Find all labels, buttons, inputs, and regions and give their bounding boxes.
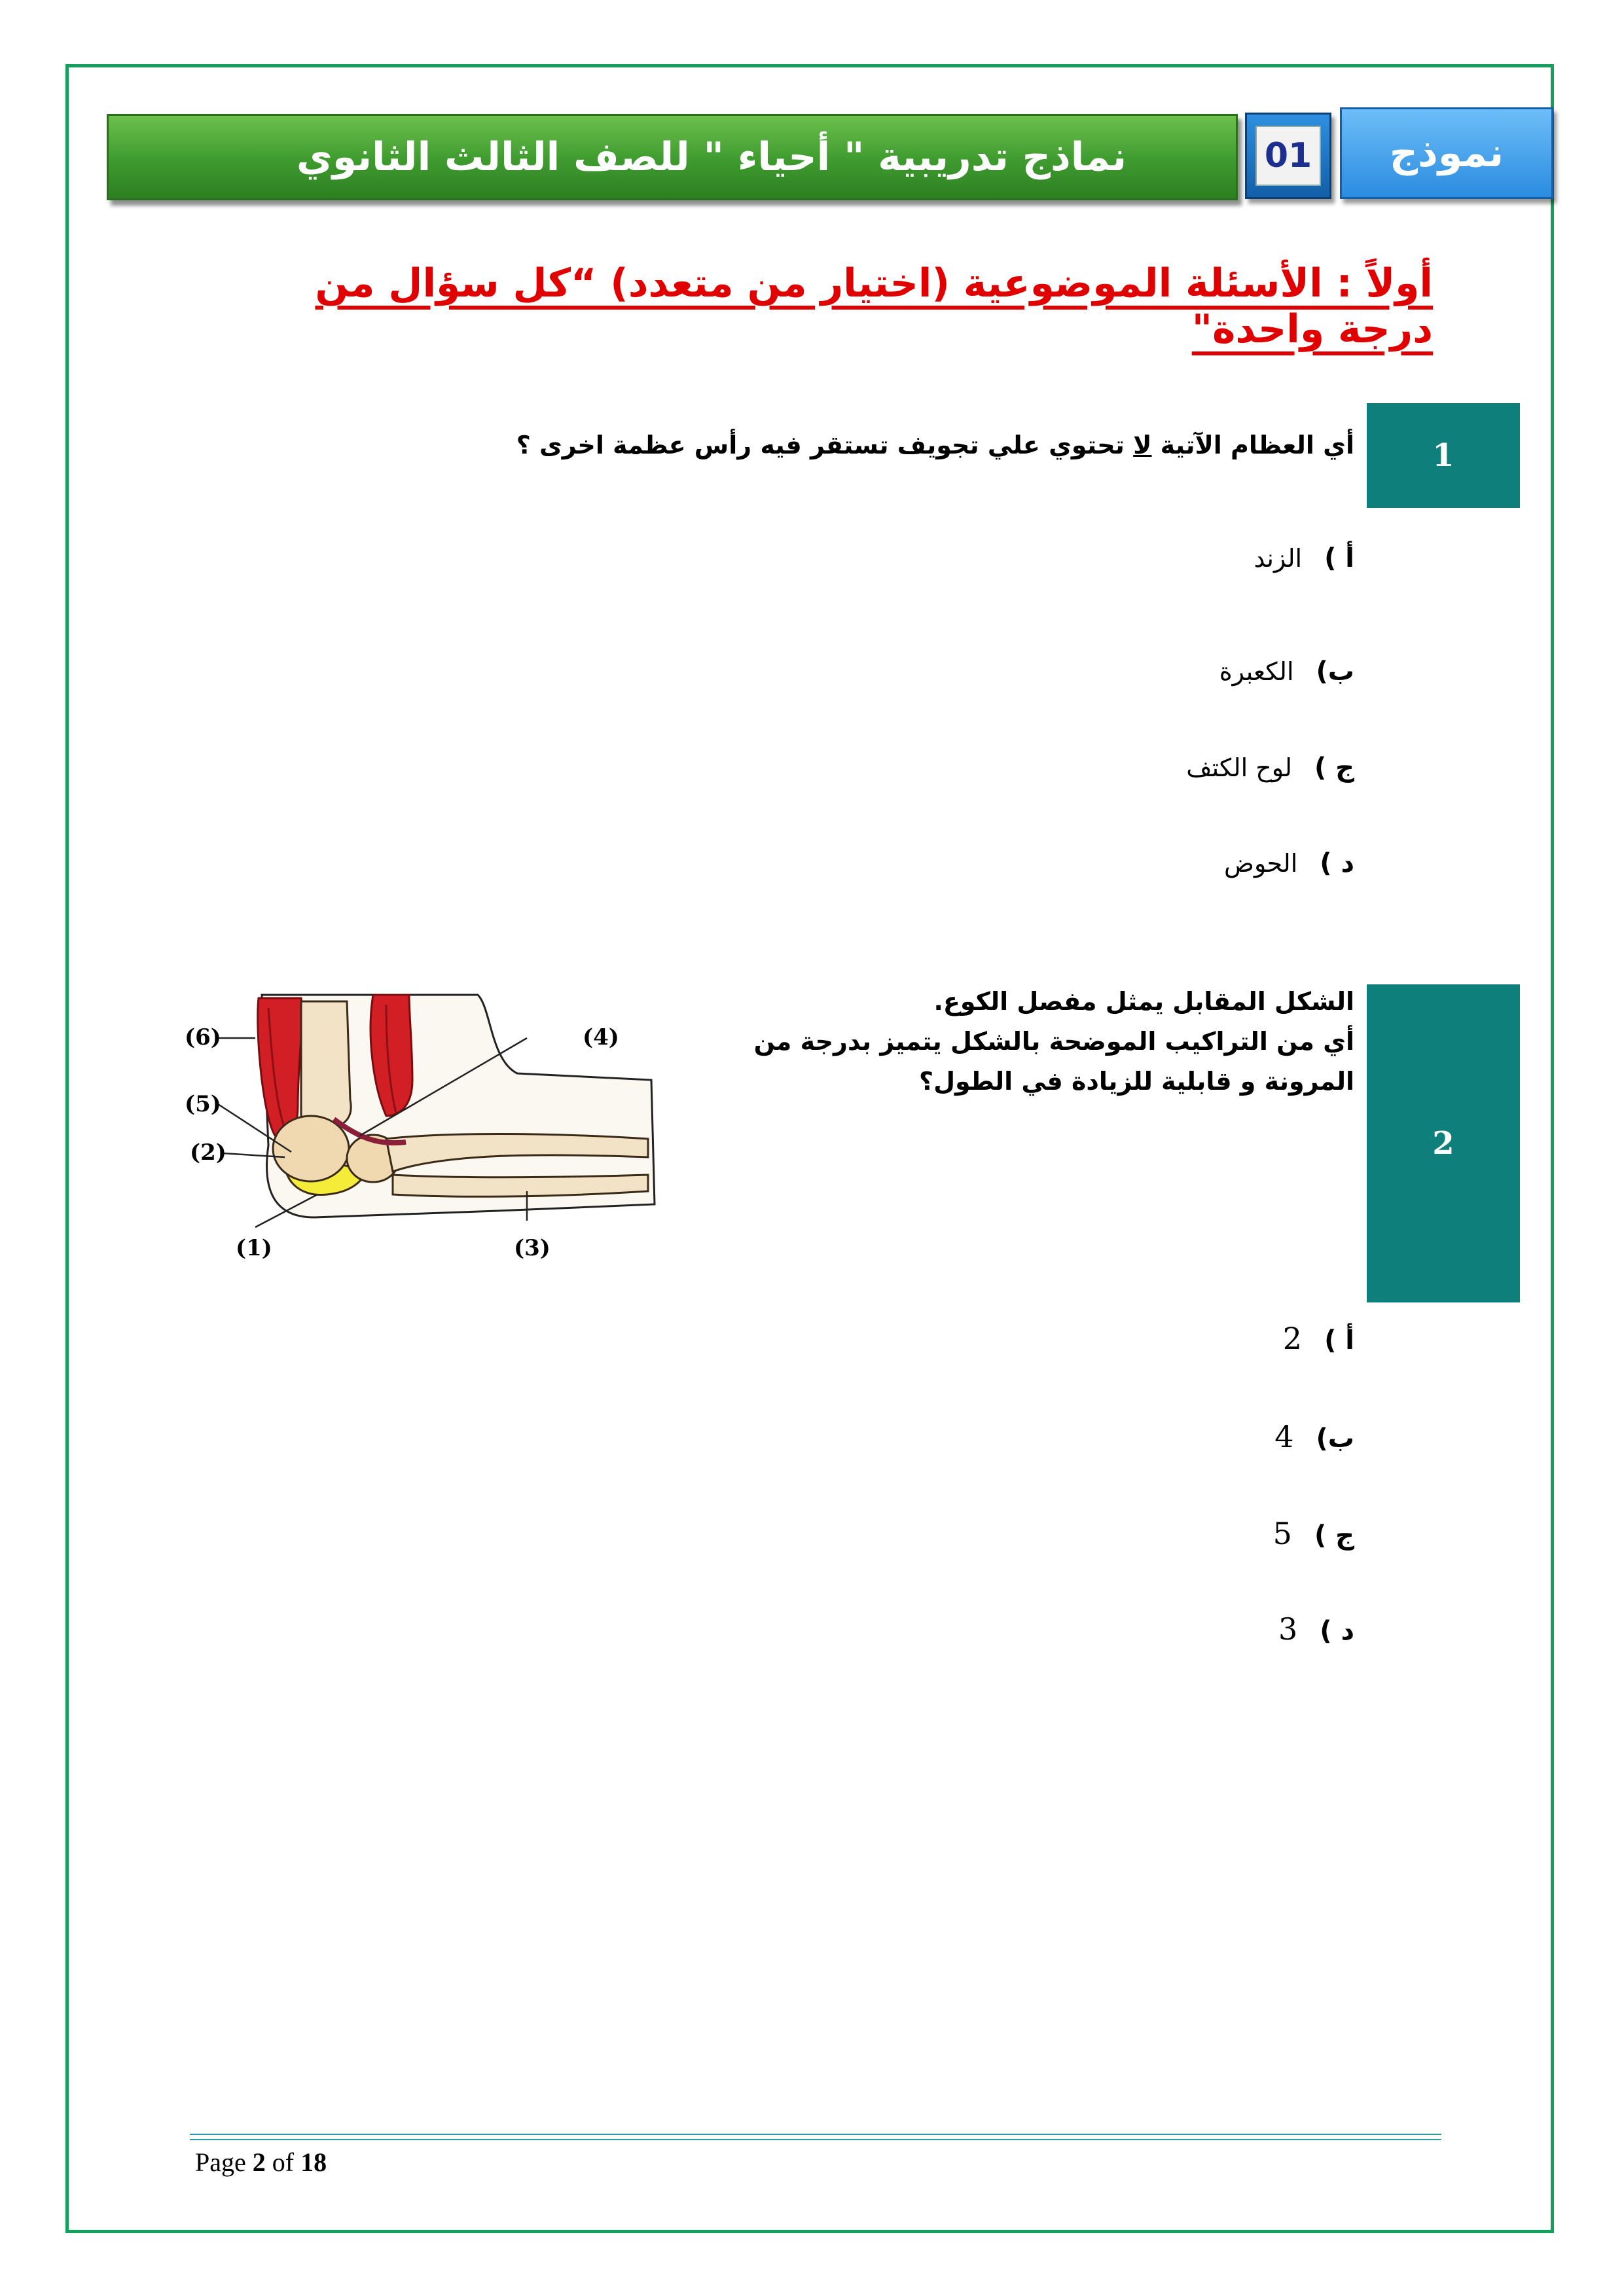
page-number: Page 2 of 18 [195, 2147, 327, 2177]
question-2-option-b[interactable]: ب) 4 [1274, 1419, 1354, 1454]
question-2-line-2: أي من التراكيب الموضحة بالشكل يتميز بدرجة من [753, 1026, 1354, 1056]
question-1-option-d[interactable]: د ) الحوض [1224, 848, 1354, 878]
question-1-number: 1 [1367, 403, 1520, 508]
footer-divider [190, 2134, 1441, 2140]
question-2-line-1: الشكل المقابل يمثل مفصل الكوع. [933, 987, 1354, 1016]
header-banner [107, 114, 1238, 200]
model-number-box [1245, 113, 1331, 199]
figure-label-1: (1) [236, 1235, 272, 1261]
question-2-option-d[interactable]: د ) 3 [1278, 1611, 1354, 1647]
question-2-text [754, 982, 1354, 1101]
figure-label-6: (6) [185, 1024, 221, 1050]
section-title: أولاً : الأسئلة الموضوعية (اختيار من متعدد) “كل سؤال من درجة واحدة" [315, 260, 1433, 352]
question-1-option-a[interactable]: أ ) الزند [1254, 543, 1354, 573]
header-title: نماذج تدريبية " أحياء " للصف الثالث الثانوي [296, 134, 1127, 180]
figure-label-3: (3) [514, 1235, 550, 1261]
figure-label-2: (2) [190, 1139, 226, 1166]
question-2-option-c[interactable]: ج ) 5 [1272, 1516, 1354, 1551]
question-2-number: 2 [1367, 984, 1520, 1302]
figure-label-4: (4) [583, 1024, 619, 1050]
question-2-option-a[interactable]: أ ) 2 [1282, 1321, 1354, 1356]
question-1-text: أي العظام الآتية لا تحتوي علي تجويف تستقر فيه رأس عظمة اخرى ؟ [516, 431, 1354, 459]
elbow-joint-figure [151, 982, 661, 1283]
model-number: 01 [1255, 126, 1321, 186]
model-label: نموذج [1340, 107, 1553, 199]
figure-label-5: (5) [185, 1091, 221, 1117]
question-1-option-b[interactable]: ب) الكعبرة [1219, 656, 1354, 687]
question-1-option-c[interactable]: ج ) لوح الكتف [1186, 753, 1354, 783]
question-2-line-3: المرونة و قابلية للزيادة في الطول؟ [919, 1066, 1354, 1096]
